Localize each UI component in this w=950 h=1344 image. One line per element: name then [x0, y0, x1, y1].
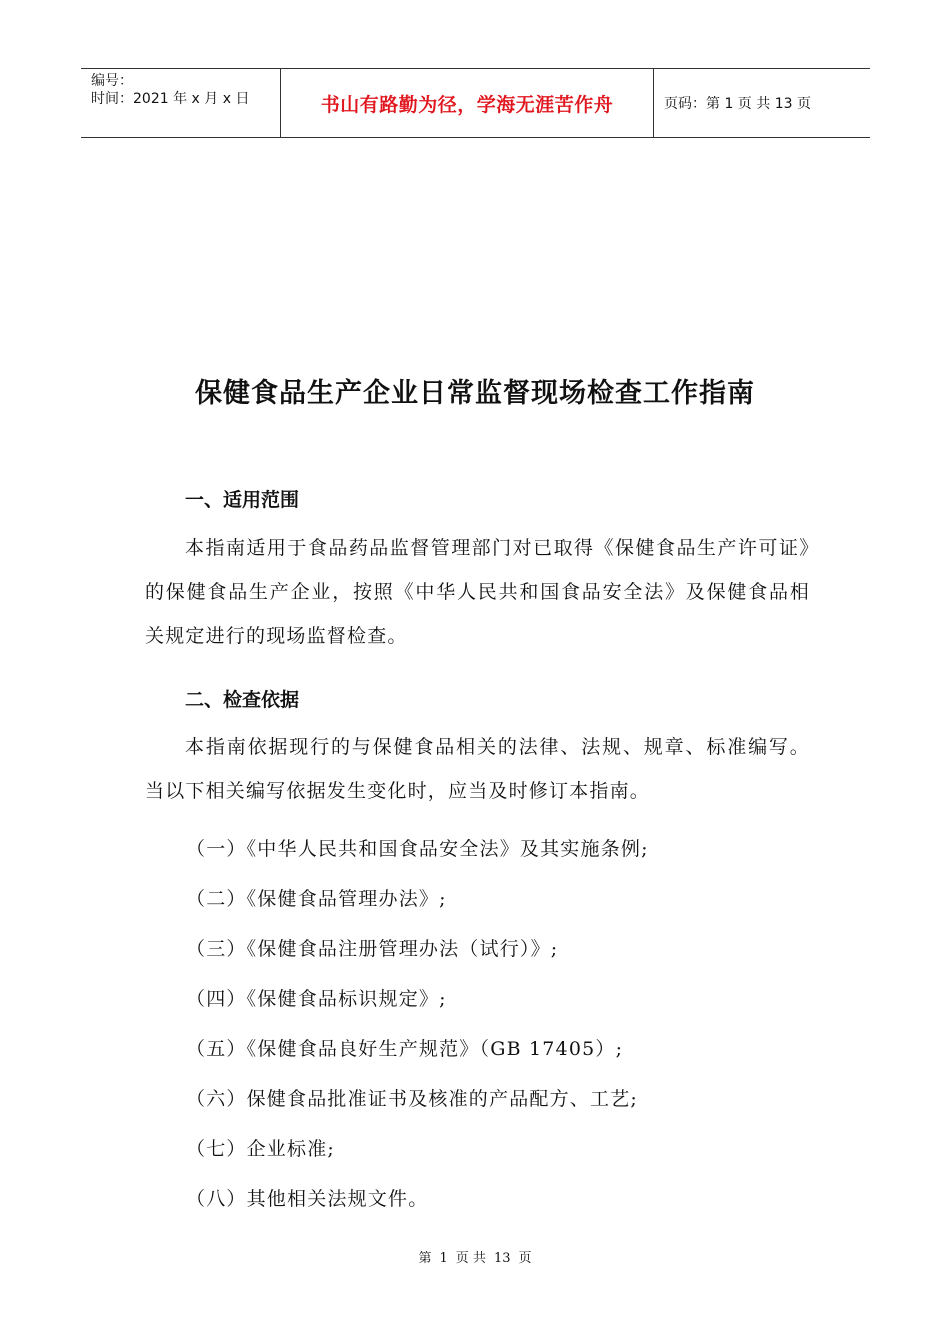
list-item: （五）《保健食品良好生产规范》（GB 17405）;	[186, 1038, 624, 1060]
header-motto-cell	[281, 69, 654, 137]
page-header	[81, 68, 870, 138]
list-item: （八）其他相关法规文件。	[186, 1188, 429, 1210]
list-item: （六）保健食品批准证书及核准的产品配方、工艺;	[186, 1088, 639, 1110]
page-footer	[0, 1247, 950, 1266]
list-item: （一）《中华人民共和国食品安全法》及其实施条例;	[186, 838, 649, 860]
section-heading-basis: 二、检查依据	[185, 689, 300, 711]
list-item: （二）《保健食品管理办法》;	[186, 888, 447, 910]
list-item: （三）《保健食品注册管理办法（试行）》;	[186, 938, 559, 960]
header-page-cell	[654, 69, 870, 137]
section-heading-scope: 一、适用范围	[185, 489, 300, 511]
footer-page-total: 13	[493, 1251, 511, 1266]
footer-page-suffix: 页	[518, 1251, 532, 1266]
footer-page-number: 1	[439, 1251, 448, 1266]
doc-number-label: 编号：	[91, 73, 133, 89]
header-page-info: 页码：第 1 页 共 13 页	[664, 96, 811, 112]
list-item: （七）企业标准;	[186, 1138, 336, 1160]
footer-page-mid: 页 共	[455, 1251, 486, 1266]
footer-page-prefix: 第	[418, 1251, 432, 1266]
list-item: （四）《保健食品标识规定》;	[186, 988, 447, 1010]
section-body-basis: 本指南依据现行的与保健食品相关的法律、法规、规章、标准编写。当以下相关编写依据发生变化时，应当及时修订本指南。	[145, 736, 810, 802]
header-meta-cell	[81, 69, 281, 137]
header-motto: 书山有路勤为径，学海无涯苦作舟	[320, 93, 614, 116]
doc-time-label: 时间：2021 年 x 月 x 日	[91, 91, 250, 107]
section-body-scope: 本指南适用于食品药品监督管理部门对已取得《保健食品生产许可证》的保健食品生产企业，按照《中华人民共和国食品安全法》及保健食品相关规定进行的现场监督检查。	[145, 537, 810, 647]
document-title: 保健食品生产企业日常监督现场检查工作指南	[195, 378, 755, 409]
